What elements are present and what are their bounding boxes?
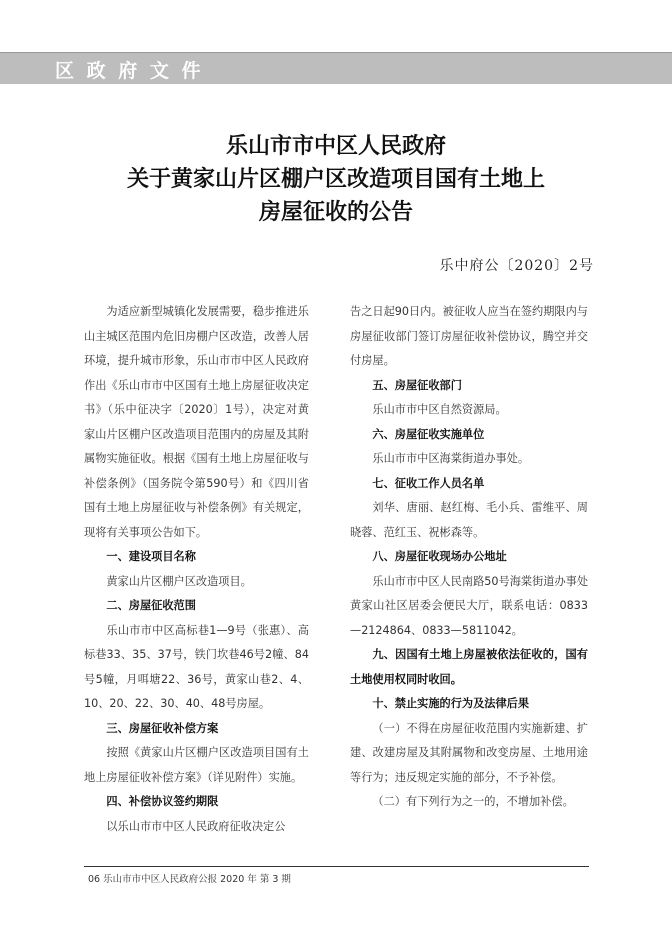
section-3-body: 按照《黄家山片区棚户区改造项目国有土地上房屋征收补偿方案》（详见附件）实施。 xyxy=(84,746,309,784)
document-title xyxy=(0,130,672,229)
title-line-3: 房屋征收的公告 xyxy=(258,199,413,225)
section-6-heading: 六、房屋征收实施单位 xyxy=(372,427,485,441)
title-line-2: 关于黄家山片区棚户区改造项目国有土地上 xyxy=(126,166,545,192)
section-10-paragraph-1: （一）不得在房屋征收范围内实施新建、扩建、改建房屋及其附属物和改变房屋、土地用途等行为；违反规定实施的部分，不予补偿。 xyxy=(350,721,588,784)
footer-text: 06 乐山市市中区人民政府公报 2020 年 第 3 期 xyxy=(88,874,291,885)
section-1-heading: 一、建设项目名称 xyxy=(106,550,196,563)
section-7-body: 刘华、唐丽、赵红梅、毛小兵、雷维平、周晓蓉、范红玉、祝彬森等。 xyxy=(350,501,588,539)
footer-divider xyxy=(84,866,589,867)
section-label: 区 政 府 文 件 xyxy=(55,60,204,82)
section-4-heading: 四、补偿协议签约期限 xyxy=(106,795,219,808)
section-6-body: 乐山市市中区海棠街道办事处。 xyxy=(372,452,530,465)
section-3-heading: 三、房屋征收补偿方案 xyxy=(106,721,219,735)
header-band xyxy=(0,52,672,84)
section-7-heading: 七、征收工作人员名单 xyxy=(372,476,485,490)
document-number: 乐中府公〔2020〕2号 xyxy=(439,258,594,274)
intro-paragraph: 为适应新型城镇化发展需要，稳步推进乐山主城区范围内危旧房棚户区改造，改善人居环境，提升城市形象，乐山市市中区人民政府作出《乐山市市中区国有土地上房屋征收决定书》（乐中征决字〔2020〕1号），决定对黄家山片区棚户区改造项目范围内的房屋及其附属物实施征收。根据《国有土地上房屋征收与补偿条例》（国务院令第590号）和《四川省国有土地上房屋征收与补偿条例》有关规定，现将有关事项公告如下。 xyxy=(84,305,309,539)
section-10-paragraph-2: （二）有下列行为之一的，不增加补偿。 xyxy=(372,795,574,808)
section-1-body: 黄家山片区棚户区改造项目。 xyxy=(106,574,252,588)
title-line-1: 乐山市市中区人民政府 xyxy=(225,133,446,159)
left-column xyxy=(84,300,309,839)
section-9-heading: 九、因国有土地上房屋被依法征收的，国有土地使用权同时收回。 xyxy=(350,648,588,686)
section-4-body: 以乐山市市中区人民政府征收决定公 xyxy=(106,819,286,833)
section-2-body: 乐山市市中区高标巷1—9号（张惠）、高标巷33、35、37号，铁门坎巷46号2幢、84号5幢，月咡塘22、36号，黄家山巷2、4、10、20、22、30、40、48号房屋。 xyxy=(84,623,309,710)
section-4-continued: 告之日起90日内。被征收人应当在签约期限内与房屋征收部门签订房屋征收补偿协议，腾空并交付房屋。 xyxy=(350,305,588,367)
section-8-heading: 八、房屋征收现场办公地址 xyxy=(372,550,507,563)
section-10-heading: 十、禁止实施的行为及法律后果 xyxy=(372,697,530,710)
section-5-body: 乐山市市中区自然资源局。 xyxy=(372,403,507,416)
section-8-body: 乐山市市中区人民南路50号海棠街道办事处黄家山社区居委会便民大厅，联系电话：0833—2124864、0833—5811042。 xyxy=(350,574,589,637)
right-column xyxy=(350,300,588,815)
section-2-heading: 二、房屋征收范围 xyxy=(106,599,196,612)
section-5-heading: 五、房屋征收部门 xyxy=(372,378,462,392)
